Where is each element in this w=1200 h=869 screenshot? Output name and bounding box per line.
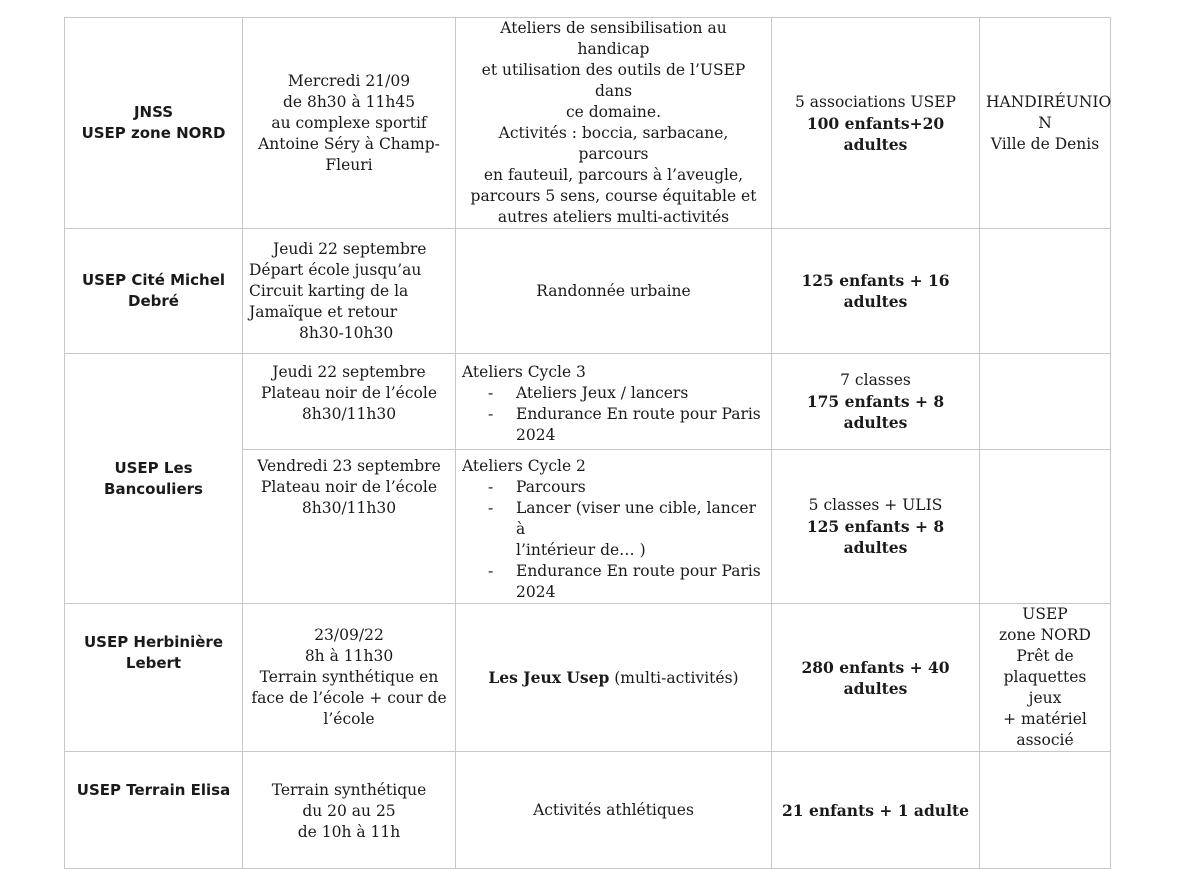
date-line: de 8h30 à 11h45 [282, 92, 416, 111]
activity-line: Activités : boccia, sarbacane, parcours [498, 124, 729, 163]
activity-line: et utilisation des outils de l’USEP dans [481, 61, 746, 100]
date-cell [243, 229, 456, 354]
table-row [65, 354, 1111, 450]
list-item [462, 498, 765, 561]
activity-line: autres ateliers multi-activités [497, 208, 730, 226]
date-line: 8h30/11h30 [301, 405, 397, 423]
partner-line: Prêt de [1016, 647, 1074, 665]
list-item-text: Parcours [516, 478, 586, 496]
organizer-cell [65, 604, 243, 752]
organizer-cell [65, 229, 243, 354]
participants-line: adultes [843, 292, 908, 311]
participants-line: 125 enfants + 16 [801, 271, 950, 290]
activity-rest: (multi-activités) [609, 668, 739, 687]
participants-cell [772, 18, 980, 229]
list-item-text: - Lancer (viser une cible, lancer à [516, 499, 756, 538]
date-line: Antoine Séry à Champ- [258, 134, 440, 153]
partner-line: USEP [1022, 605, 1068, 623]
list-item-text: 2024 [516, 426, 556, 444]
list-item [462, 383, 765, 404]
date-line: Jamaïque et retour [249, 302, 398, 321]
date-cell [243, 752, 456, 869]
activity-cell [456, 450, 772, 604]
table-row [65, 604, 1111, 752]
date-line: 8h30-10h30 [299, 323, 394, 342]
partner-cell [980, 450, 1111, 604]
list-item-text: 2024 [516, 583, 556, 601]
date-line: l’école [323, 710, 375, 728]
participants-line: 7 classes [840, 371, 911, 389]
organizer-line: Debré [128, 292, 179, 310]
date-line: face de l’école + cour de [251, 689, 447, 707]
activity-cell [456, 18, 772, 229]
organizer-line: USEP Les [114, 458, 193, 477]
table-row [65, 752, 1111, 869]
activity-cell [456, 604, 772, 752]
activity-line: ce domaine. [565, 103, 661, 121]
organizer-cell [65, 354, 243, 604]
date-line: Vendredi 23 septembre [257, 457, 441, 475]
activity-list [462, 383, 765, 446]
organizer-line: USEP Herbinière [83, 633, 223, 651]
date-line: Fleuri [325, 155, 373, 174]
date-line: Circuit karting de la [249, 281, 409, 300]
activity-line: Ateliers de sensibilisation au handicap [500, 19, 727, 58]
participants-cell [772, 752, 980, 869]
partner-line: Ville de Denis [990, 134, 1100, 153]
organizer-line: Bancouliers [104, 479, 203, 498]
partner-cell [980, 752, 1111, 869]
participants-cell [772, 354, 980, 450]
participants-line: 5 associations USEP [795, 92, 956, 111]
date-cell [243, 18, 456, 229]
date-line: Jeudi 22 septembre [273, 239, 427, 258]
events-table [64, 17, 1111, 869]
participants-cell [772, 604, 980, 752]
date-cell [243, 450, 456, 604]
participants-cell [772, 229, 980, 354]
participants-line: adultes [843, 134, 908, 154]
date-line: au complexe sportif [271, 113, 427, 132]
partner-cell [980, 229, 1111, 354]
participants-line: 100 enfants+20 [806, 113, 945, 133]
activity-line: Activités athlétiques [533, 800, 694, 819]
list-item [462, 404, 765, 446]
date-line: Plateau noir de l’école [260, 384, 437, 402]
activity-title: Ateliers Cycle 2 [462, 457, 586, 475]
partner-line: plaquettes jeux [1003, 668, 1087, 707]
date-line: Départ école jusqu’au [249, 260, 422, 279]
partner-cell [980, 354, 1111, 450]
activity-cell [456, 752, 772, 869]
list-item [462, 477, 765, 498]
list-item-text: - Endurance En route pour Paris [516, 405, 761, 423]
organizer-line: USEP zone NORD [81, 124, 226, 142]
participants-line: 280 enfants + 40 [801, 657, 950, 677]
activity-list [462, 477, 765, 603]
participants-line: 21 enfants + 1 adulte [782, 800, 969, 820]
date-line: Mercredi 21/09 [287, 71, 411, 90]
activity-line: en fauteuil, parcours à l’aveugle, [483, 166, 744, 184]
date-line: 8h30/11h30 [301, 499, 397, 517]
partner-cell [980, 18, 1111, 229]
activity-cell [456, 354, 772, 450]
partner-line: N [1038, 113, 1052, 132]
date-line: 8h à 11h30 [304, 647, 394, 665]
organizer-cell [65, 752, 243, 869]
list-item-text: Ateliers Jeux / lancers [516, 384, 689, 402]
date-cell [243, 604, 456, 752]
table-row [65, 229, 1111, 354]
activity-title: Ateliers Cycle 3 [462, 363, 586, 381]
date-line: Terrain synthétique en [259, 668, 439, 686]
organizer-line: JNSS [133, 103, 174, 121]
partner-cell [980, 604, 1111, 752]
organizer-cell [65, 18, 243, 229]
date-line: 23/09/22 [314, 626, 384, 644]
participants-line: 175 enfants + 8 adultes [806, 392, 945, 432]
participants-line: adultes [843, 678, 908, 698]
date-cell [243, 354, 456, 450]
activity-line: Randonnée urbaine [536, 281, 691, 300]
date-line: Terrain synthétique [271, 781, 427, 799]
activity-bold: Les Jeux Usep [488, 667, 610, 687]
date-line: de 10h à 11h [297, 823, 401, 841]
participants-cell [772, 450, 980, 604]
date-line: Jeudi 22 septembre [272, 363, 426, 381]
table-row [65, 18, 1111, 229]
partner-line: zone NORD [999, 626, 1091, 644]
participants-line: 125 enfants + 8 adultes [806, 517, 945, 557]
partner-line: + matériel [1003, 710, 1087, 728]
activity-line: parcours 5 sens, course équitable et [470, 187, 757, 205]
date-line: Plateau noir de l’école [260, 478, 437, 496]
participants-line: 5 classes + ULIS [808, 496, 943, 514]
list-item-text: l’intérieur de… ) [516, 541, 646, 559]
date-line: du 20 au 25 [302, 802, 396, 820]
organizer-line: USEP Terrain Elisa [76, 781, 231, 799]
activity-cell [456, 229, 772, 354]
organizer-line: USEP Cité Michel [81, 271, 226, 289]
partner-line: HANDIRÉUNIO [986, 92, 1112, 111]
partner-line: associé [1016, 731, 1074, 749]
list-item [462, 561, 765, 603]
list-item-text: - Endurance En route pour Paris [516, 562, 761, 580]
organizer-line: Lebert [125, 654, 182, 672]
